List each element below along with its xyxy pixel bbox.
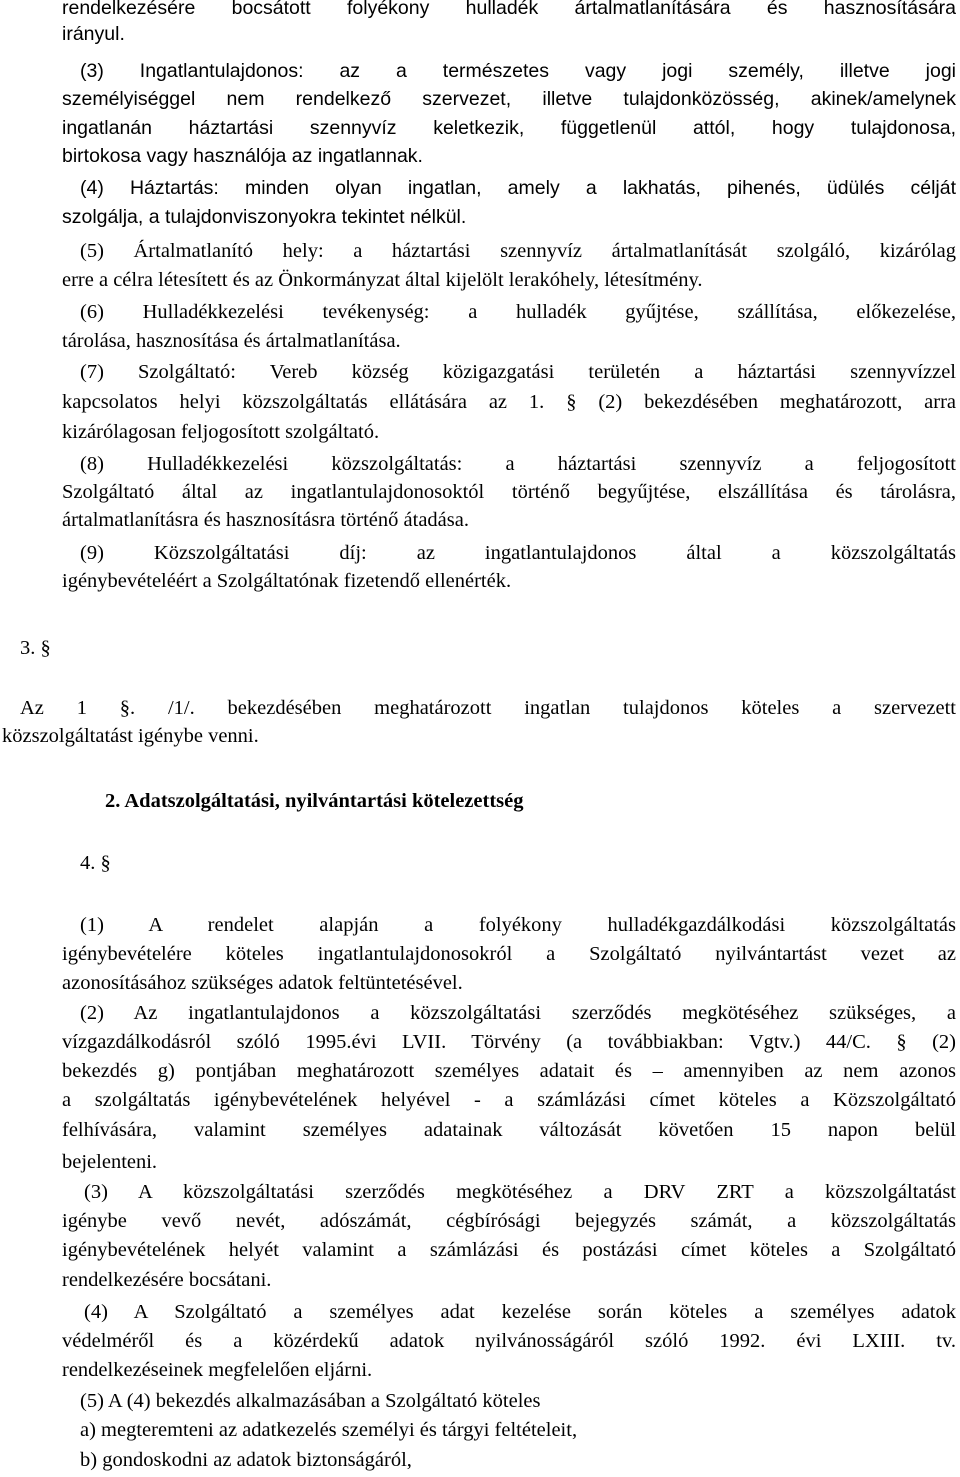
list-item: a) megteremteni az adatkezelés személyi és tárgyi feltételeit,	[80, 1419, 578, 1441]
paragraph-5-line: (5) Ártalmatlanító hely: a háztartási szennyvíz ártalmatlanítását szolgáló, kizárólag	[80, 240, 956, 262]
paragraph-5-line: erre a célra létesített és az Önkormányzat által kijelölt lerakóhely, létesítmény.	[62, 269, 703, 291]
section-heading: 3. §	[20, 637, 51, 659]
paragraph-8-line: Szolgáltató által az ingatlantulajdonosoktól történő begyűjtése, elszállítása és tárolásra,	[62, 481, 956, 503]
paragraph-3-line: (3) Ingatlantulajdonos: az a természetes vagy jogi személy, illetve jogi	[80, 60, 956, 82]
s4-paragraph-3-line: rendelkezésére bocsátani.	[62, 1269, 272, 1291]
s4-paragraph-5-line: (5) A (4) bekezdés alkalmazásában a Szolgáltató köteles	[80, 1390, 541, 1412]
paragraph-4-line: (4) Háztartás: minden olyan ingatlan, amely a lakhatás, pihenés, üdülés célját	[80, 177, 956, 199]
paragraph-8-line: ártalmatlanításra és hasznosításra történő átadása.	[62, 509, 469, 531]
paragraph-6-line: tárolása, hasznosítása és ártalmatlanítása.	[62, 330, 401, 352]
paragraph-9-line: (9) Közszolgáltatási díj: az ingatlantulajdonos által a közszolgáltatás	[80, 542, 956, 564]
s4-paragraph-3-line: igénybe vevő nevét, adószámát, cégbírósági bejegyzés számát, a közszolgáltatás	[62, 1210, 956, 1232]
paragraph-7-line: (7) Szolgáltató: Vereb község közigazgatási területén a háztartási szennyvízzel	[80, 361, 956, 383]
s4-paragraph-2-line: vízgazdálkodásról szóló 1995.évi LVII. Törvény (a továbbiakban: Vgtv.) 44/C. § (2)	[62, 1031, 956, 1053]
s4-paragraph-4-line: védelméről és a közérdekű adatok nyilvánosságáról szóló 1992. évi LXIII. tv.	[62, 1330, 956, 1352]
s4-paragraph-2-line: felhívására, valamint személyes adatainak változását követően 15 napon belül	[62, 1119, 956, 1141]
s4-paragraph-4-line: (4) A Szolgáltató a személyes adat kezelése során köteles a személyes adatok	[84, 1301, 956, 1323]
paragraph-line: rendelkezésére bocsátott folyékony hulladék ártalmatlanítására és hasznosítására	[62, 0, 956, 19]
paragraph-8-line: (8) Hulladékkezelési közszolgáltatás: a háztartási szennyvíz a feljogosított	[80, 453, 956, 475]
s4-paragraph-2-line: (2) Az ingatlantulajdonos a közszolgáltatási szerződés megkötéséhez szükséges, a	[80, 1002, 956, 1024]
paragraph-3-line: birtokosa vagy használója az ingatlannak.	[62, 145, 423, 167]
paragraph-3-line: ingatlanán háztartási szennyvíz keletkezik, függetlenül attól, hogy tulajdonosa,	[62, 117, 956, 139]
section-3-line: Az 1 §. /1/. bekezdésében meghatározott ingatlan tulajdonos köteles a szervezett	[20, 697, 956, 719]
s4-paragraph-2-line: a szolgáltatás igénybevételének helyével - a számlázási címet köteles a Közszolgáltató	[62, 1089, 956, 1111]
chapter-title: 2. Adatszolgáltatási, nyilvántartási kötelezettség	[105, 790, 524, 812]
list-item: b) gondoskodni az adatok biztonságáról,	[80, 1449, 412, 1471]
s4-paragraph-2-line: bejelenteni.	[62, 1151, 158, 1173]
paragraph-9-line: igénybevételéért a Szolgáltatónak fizetendő ellenérték.	[62, 570, 512, 592]
section-3-line: közszolgáltatást igénybe venni.	[2, 725, 259, 747]
paragraph-6-line: (6) Hulladékkezelési tevékenység: a hulladék gyűjtése, szállítása, előkezelése,	[80, 301, 956, 323]
s4-paragraph-2-line: bekezdés g) pontjában meghatározott személyes adatait és – amennyiben az nem azonos	[62, 1060, 956, 1082]
paragraph-3-line: személyiséggel nem rendelkező szervezet, illetve tulajdonközösség, akinek/amelynek	[62, 88, 956, 110]
s4-paragraph-1-line: azonosításához szükséges adatok feltüntetésével.	[62, 972, 463, 994]
s4-paragraph-4-line: rendelkezéseinek megfelelően eljárni.	[62, 1359, 373, 1381]
paragraph-line: irányul.	[62, 23, 125, 45]
s4-paragraph-3-line: igénybevételének helyét valamint a számlázási és postázási címet köteles a Szolgáltató	[62, 1239, 956, 1261]
paragraph-7-line: kapcsolatos helyi közszolgáltatás ellátására az 1. § (2) bekezdésében meghatározott, arra	[62, 391, 956, 413]
s4-paragraph-1-line: (1) A rendelet alapján a folyékony hulladékgazdálkodási közszolgáltatás	[80, 914, 956, 936]
paragraph-4-line: szolgálja, a tulajdonviszonyokra tekintet nélkül.	[62, 206, 467, 228]
section-heading: 4. §	[80, 852, 111, 874]
paragraph-7-line: kizárólagosan feljogosított szolgáltató.	[62, 421, 380, 443]
s4-paragraph-3-line: (3) A közszolgáltatási szerződés megkötéséhez a DRV ZRT a közszolgáltatást	[84, 1181, 956, 1203]
s4-paragraph-1-line: igénybevételére köteles ingatlantulajdonosokról a Szolgáltató nyilvántartást vezet az	[62, 943, 956, 965]
